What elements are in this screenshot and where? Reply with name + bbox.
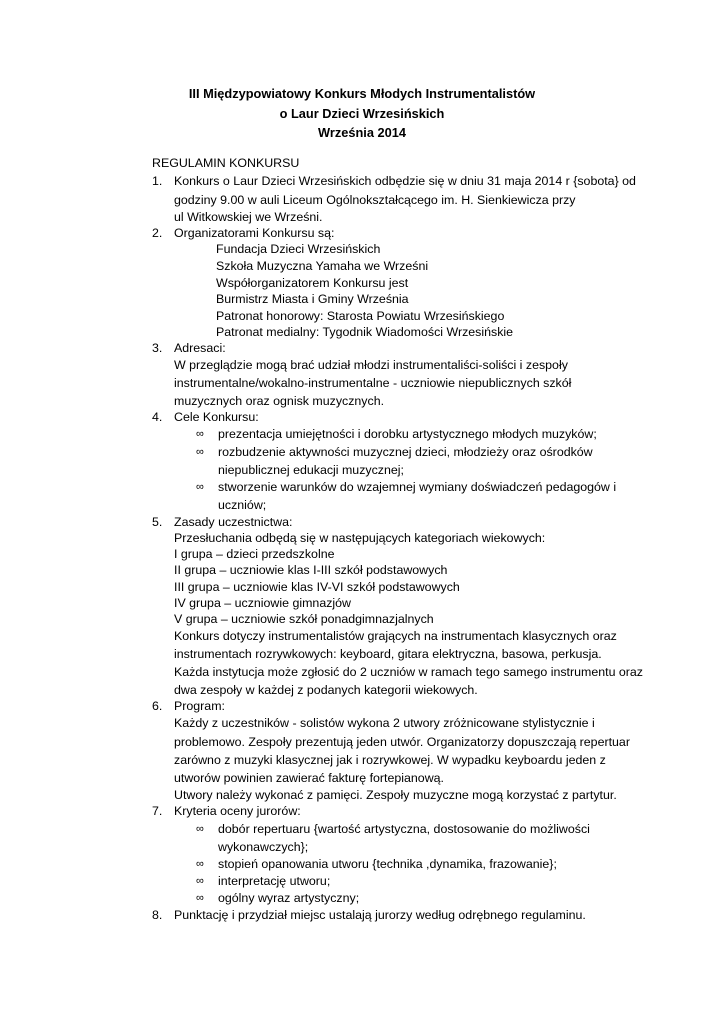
item-text: V grupa – uczniowie szkół ponadgimnazjalnych [174,612,434,626]
title-line-1: III Międzypowiatowy Konkurs Młodych Instrumentalistów [188,86,536,101]
bullet-icon: ∞ [196,858,204,870]
item-number: 1. [152,174,163,188]
item-number: 8. [152,908,163,922]
bullet-text: stopień opanowania utworu {technika ,dynamika, frazowanie}; [218,857,557,871]
item-number: 3. [152,341,163,355]
item-text: IV grupa – uczniowie gimnazjów [174,596,352,610]
organizer-line: Fundacja Dzieci Wrzesińskich [216,242,381,256]
bullet-text: dobór repertuaru {wartość artystyczna, dostosowanie do możliwości [218,822,590,836]
item-text: Punktację i przydział miejsc ustalają jurorzy według odrębnego regulaminu. [174,908,586,922]
organizer-line: Burmistrz Miasta i Gminy Września [216,292,409,306]
item-text: zarówno z muzyki klasycznej jak i rozrywkowej. W wypadku keyboardu jeden z [174,753,606,767]
bullet-icon: ∞ [196,892,204,904]
item-text: I grupa – dzieci przedszkolne [174,547,335,561]
bullet-text: uczniów; [218,498,267,512]
item-text: W przeglądzie mogą brać udział młodzi instrumentaliści-soliści i zespoły [174,358,568,372]
bullet-icon: ∞ [196,428,204,440]
bullet-icon: ∞ [196,823,204,835]
item-text: Kryteria oceny jurorów: [174,804,301,818]
bullet-text: rozbudzenie aktywności muzycznej dzieci, młodzieży oraz ośrodków [218,445,593,459]
bullet-text: niepublicznej edukacji muzycznej; [218,463,404,477]
item-number: 6. [152,699,163,713]
title-line-2: o Laur Dzieci Wrzesińskich [279,106,445,121]
item-text: Organizatorami Konkursu są: [174,226,335,240]
item-text: problemowo. Zespoły prezentują jeden utwór. Organizatorzy dopuszczają repertuar [174,735,630,749]
item-text: dwa zespoły w każdej z podanych kategorii wiekowych. [174,683,478,697]
item-text: Przesłuchania odbędą się w następujących kategoriach wiekowych: [174,531,546,545]
organizer-line: Patronat honorowy: Starosta Powiatu Wrzesińskiego [216,309,505,323]
item-text: Program: [174,699,225,713]
bullet-text: ogólny wyraz artystyczny; [218,891,360,905]
item-text: Konkurs o Laur Dzieci Wrzesińskich odbędzie się w dniu 31 maja 2014 r {sobota} od [174,174,636,188]
bullet-text: stworzenie warunków do wzajemnej wymiany doświadczeń pedagogów i [218,480,617,494]
item-number: 2. [152,226,163,240]
item-text: Każda instytucja może zgłosić do 2 uczniów w ramach tego samego instrumentu oraz [174,665,644,679]
item-text: Adresaci: [174,341,226,355]
item-text: ul Witkowskiej we Wrześni. [174,210,323,224]
organizer-line: Współorganizatorem Konkursu jest [216,276,409,290]
item-text: utworów powinien zawierać fakturę fortepianową. [174,771,444,785]
item-number: 4. [152,410,163,424]
bullet-icon: ∞ [196,481,204,493]
item-text: Zasady uczestnictwa: [174,515,293,529]
item-text: instrumentalne/wokalno-instrumentalne - uczniowie niepublicznych szkół [174,376,572,390]
item-text: muzycznych oraz ognisk muzycznych. [174,394,385,408]
regulation-heading: REGULAMIN KONKURSU [152,156,300,170]
item-text: instrumentach rozrywkowych: keyboard, gitara elektryczna, basowa, perkusja. [174,647,602,661]
bullet-text: prezentacja umiejętności i dorobku artystycznego młodych muzyków; [218,427,597,441]
bullet-icon: ∞ [196,446,204,458]
item-text: godziny 9.00 w auli Liceum Ogólnokształcącego im. H. Sienkiewicza przy [174,193,576,207]
organizer-line: Patronat medialny: Tygodnik Wiadomości Wrzesińskie [216,325,514,339]
item-text: Cele Konkursu: [174,410,259,424]
item-text: Konkurs dotyczy instrumentalistów grających na instrumentach klasycznych oraz [174,629,617,643]
bullet-text: wykonawczych}; [218,840,309,854]
item-text: Utwory należy wykonać z pamięci. Zespoły muzyczne mogą korzystać z partytur. [174,788,617,802]
item-number: 7. [152,804,163,818]
organizer-line: Szkoła Muzyczna Yamaha we Wrześni [216,259,429,273]
item-text: Każdy z uczestników - solistów wykona 2 utwory zróżnicowane stylistycznie i [174,716,595,730]
title-line-3: Września 2014 [318,125,406,140]
item-text: III grupa – uczniowie klas IV-VI szkół podstawowych [174,580,460,594]
bullet-text: interpretację utworu; [218,874,331,888]
bullet-icon: ∞ [196,875,204,887]
item-number: 5. [152,515,163,529]
item-text: II grupa – uczniowie klas I-III szkół podstawowych [174,563,448,577]
